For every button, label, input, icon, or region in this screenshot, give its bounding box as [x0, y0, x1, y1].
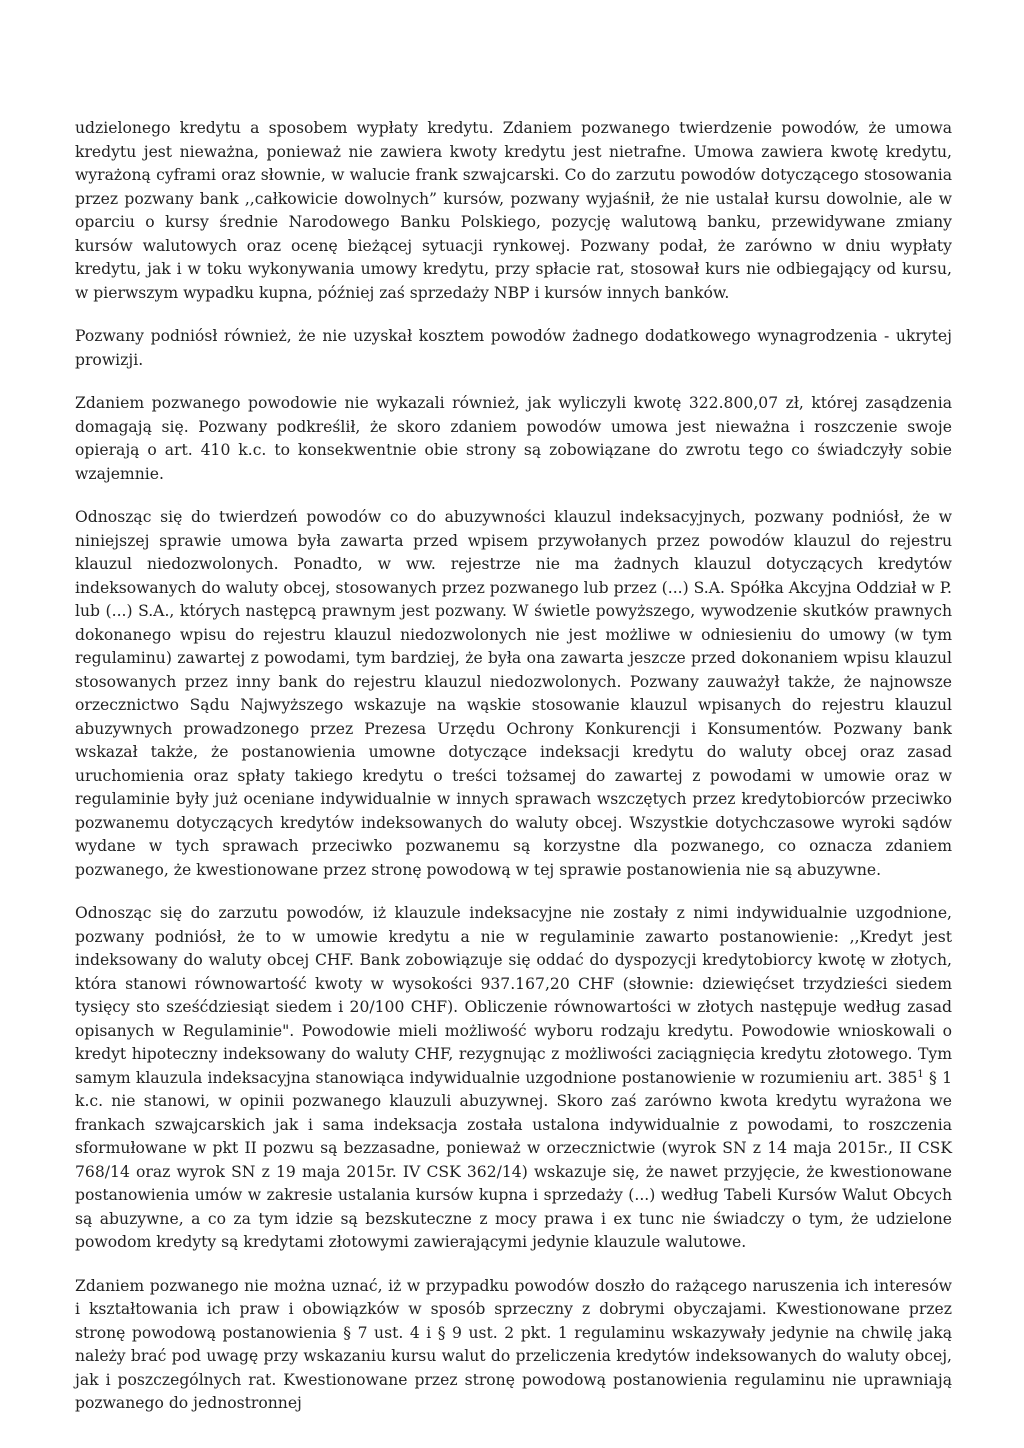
article-superscript: 1: [917, 1068, 924, 1080]
paragraph-5: [75, 902, 952, 1255]
document-body: [75, 117, 952, 1436]
paragraph-5-text-before: Odnosząc się do zarzutu powodów, iż klauzule indeksacyjne nie zostały z nimi indywidualnie uzgodnione, pozwany podniósł, że to w umowie kredytu a nie w regulaminie zawarto postanowienie: ,,Kredyt jest indeksowany do waluty obcej CHF. Bank zobowiązuje się oddać do dyspozycji kredytobiorcy kwotę w złotych, która stanowi równowartość kwoty w wysokości 937.167,20 CHF (słownie: dziewięćset trzydzieści siedem tysięcy sto sześćdziesiąt siedem i 20/100 CHF). Obliczenie równowartości w złotych następuje według zasad opisanych w Regulaminie". Powodowie mieli możliwość wyboru rodzaju kredytu. Powodowie wnioskowali o kredyt hipoteczny indeksowany do waluty CHF, rezygnując z możliwości zaciągnięcia kredytu złotowego. Tym samym klauzula indeksacyjna stanowiąca indywidualnie uzgodnione postanowienie w rozumieniu art. 385: [75, 904, 952, 1087]
paragraph-5-text-after: § 1 k.c. nie stanowi, w opinii pozwanego klauzuli abuzywnej. Skoro zaś zarówno kwota kredytu wyrażona we frankach szwajcarskich jak i sama indeksacja została ustalona indywidualnie z powodami, to roszczenia sformułowane w pkt II pozwu są bezzasadne, ponieważ w orzecznictwie (wyrok SN z 14 maja 2015r., II CSK 768/14 oraz wyrok SN z 19 maja 2015r. IV CSK 362/14) wskazuje się, że nawet przyjęcie, że kwestionowane postanowienia umów w zakresie ustalania kursów kupna i sprzedaży (...) według Tabeli Kursów Walut Obcych są abuzywne, a co za tym idzie są bezskuteczne z mocy prawa i ex tunc nie świadczy o tym, że udzielone powodom kredyty są kredytami złotowymi zawierającymi jedynie klauzule walutowe.: [75, 1068, 952, 1251]
paragraph-6: Zdaniem pozwanego nie można uznać, iż w przypadku powodów doszło do rażącego naruszenia ich interesów i kształtowania ich praw i obowiązków w sposób sprzeczny z dobrymi obyczajami. Kwestionowane przez stronę powodową postanowienia § 7 ust. 4 i § 9 ust. 2 pkt. 1 regulaminu wskazywały jedynie na chwilę jaką należy brać pod uwagę przy wskazaniu kursu walut do przeliczenia kredytów indeksowanych do waluty obcej, jak i poszczególnych rat. Kwestionowane przez stronę powodową postanowienia regulaminu nie uprawniają pozwanego do jednostronnej: [75, 1276, 952, 1412]
paragraph-4: Odnosząc się do twierdzeń powodów co do abuzywności klauzul indeksacyjnych, pozwany podniósł, że w niniejszej sprawie umowa była zawarta przed wpisem przywołanych przez powodów klauzul do rejestru klauzul niedozwolonych. Ponadto, w ww. rejestrze nie ma żadnych klauzul dotyczących kredytów indeksowanych do waluty obcej, stosowanych przez pozwanego lub przez (...) S.A. Spółka Akcyjna Oddział w P. lub (...) S.A., których następcą prawnym jest pozwany. W świetle powyższego, wywodzenie skutków prawnych dokonanego wpisu do rejestru klauzul niedozwolonych nie jest możliwe w odniesieniu do umowy (w tym regulaminu) zawartej z powodami, tym bardziej, że była ona zawarta jeszcze przed dokonaniem wpisu klauzul stosowanych przez inny bank do rejestru klauzul niedozwolonych. Pozwany zauważył także, że najnowsze orzecznictwo Sądu Najwyższego wskazuje na wąskie stosowanie klauzul wpisanych do rejestru klauzul abuzywnych prowadzonego przez Prezesa Urzędu Ochrony Konkurencji i Konsumentów. Pozwany bank wskazał także, że postanowienia umowne dotyczące indeksacji kredytu do waluty obcej oraz zasad uruchomienia oraz spłaty takiego kredytu o treści tożsamej do zawartej z powodami w umowie oraz w regulaminie były już oceniane indywidualnie w innych sprawach wszczętych przez kredytobiorców przeciwko pozwanemu dotyczących kredytów indeksowanych do waluty obcej. Wszystkie dotychczasowe wyroki sądów wydane w tych sprawach przeciwko pozwanemu są korzystne dla pozwanego, co oznacza zdaniem pozwanego, że kwestionowane przez stronę powodową w tej sprawie postanowienia nie są abuzywne.: [75, 508, 952, 879]
paragraph-2: Pozwany podniósł również, że nie uzyskał kosztem powodów żadnego dodatkowego wynagrodzenia - ukrytej prowizji.: [75, 327, 952, 369]
paragraph-1: udzielonego kredytu a sposobem wypłaty kredytu. Zdaniem pozwanego twierdzenie powodów, że umowa kredytu jest nieważna, ponieważ nie zawiera kwoty kredytu jest nietrafne. Umowa zawiera kwotę kredytu, wyrażoną cyframi oraz słownie, w walucie frank szwajcarski. Co do zarzutu powodów dotyczącego stosowania przez pozwany bank ,,całkowicie dowolnych” kursów, pozwany wyjaśnił, że nie ustalał kursu dowolnie, ale w oparciu o kursy średnie Narodowego Banku Polskiego, pozycję walutową banku, przewidywane zmiany kursów walutowych oraz ocenę bieżącej sytuacji rynkowej. Pozwany podał, że zarówno w dniu wypłaty kredytu, jak i w toku wykonywania umowy kredytu, przy spłacie rat, stosował kurs nie odbiegający od kursu, w pierwszym wypadku kupna, później zaś sprzedaży NBP i kursów innych banków.: [75, 119, 952, 302]
paragraph-3: Zdaniem pozwanego powodowie nie wykazali również, jak wyliczyli kwotę 322.800,07 zł, której zasądzenia domagają się. Pozwany podkreślił, że skoro zdaniem powodów umowa jest nieważna i roszczenie swoje opierają o art. 410 k.c. to konsekwentnie obie strony są zobowiązane do zwrotu tego co świadczyły sobie wzajemnie.: [75, 394, 952, 483]
